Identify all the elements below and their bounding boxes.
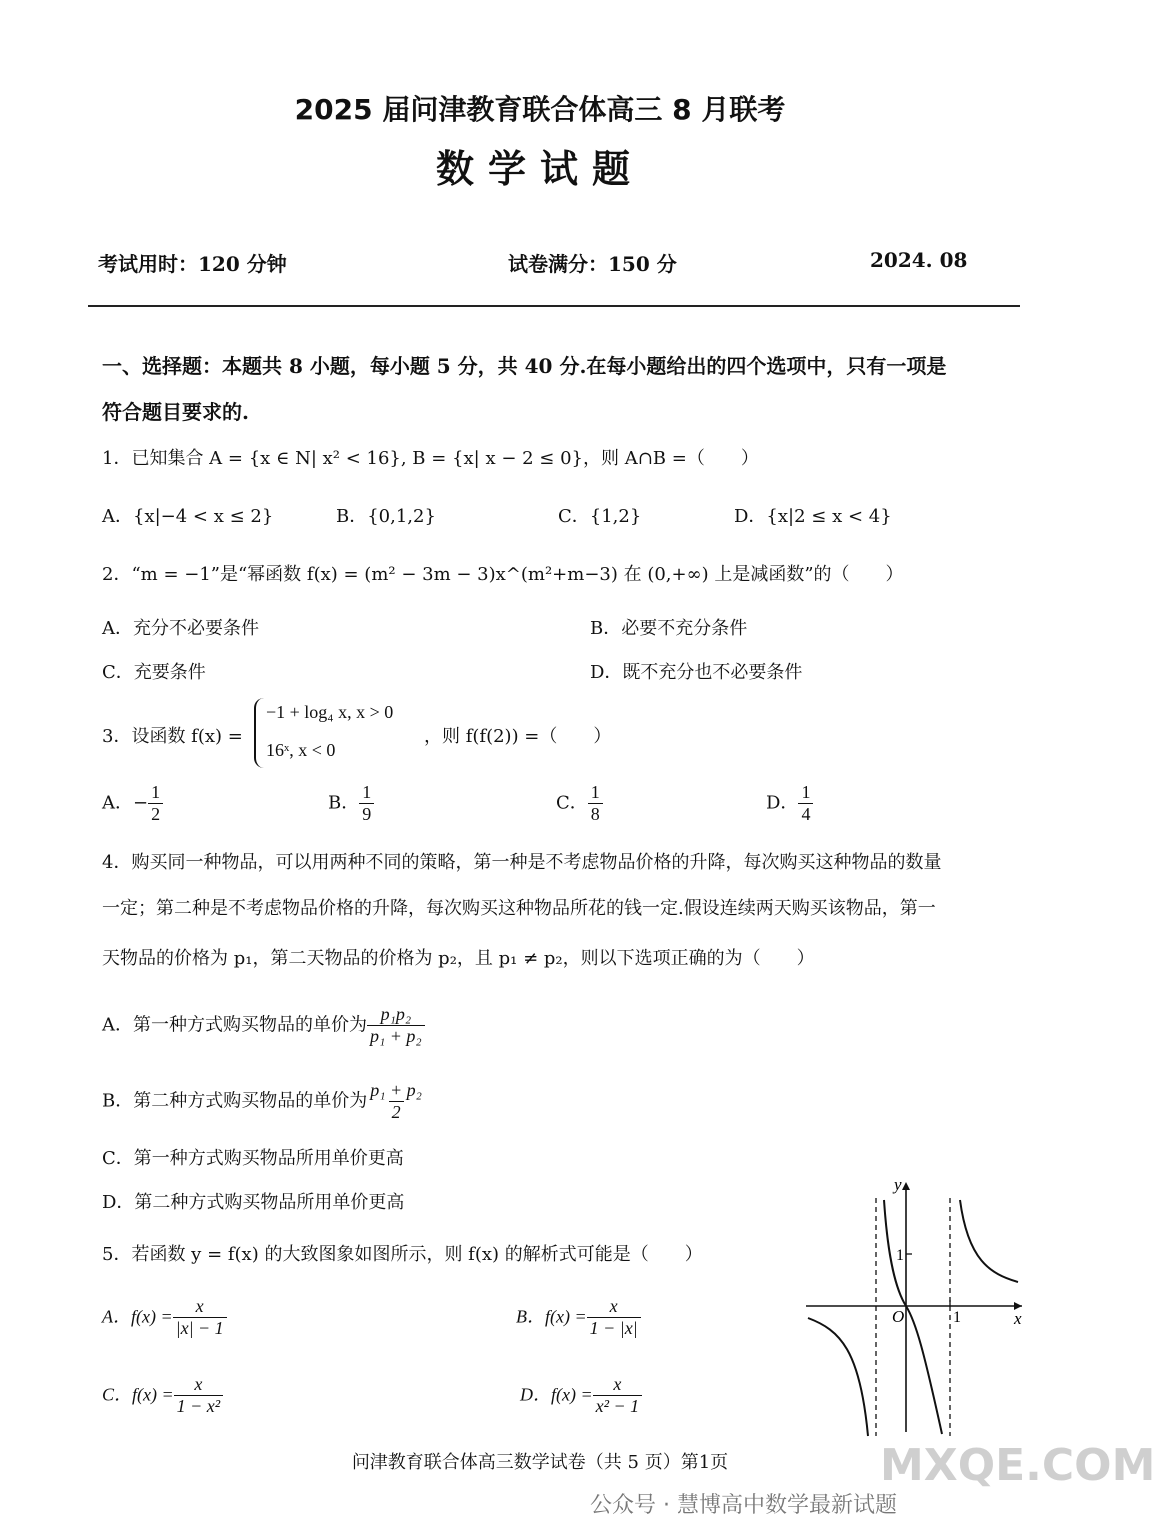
denominator: 2 [389,1101,404,1124]
watermark-logo: MXQE.COM [880,1440,1155,1491]
option-text: A．第一种方式购买物品的单价为 [102,1014,367,1036]
question-4-option-b [102,1080,425,1123]
fraction [587,1296,641,1339]
numerator: x [609,1296,618,1316]
fraction [367,1004,425,1047]
numerator: 1 [151,782,161,802]
option-label: C．f(x) = [102,1384,174,1405]
numerator: 1 [590,782,600,802]
question-3-tail: ，则 f(f(2)) =（ ） [424,726,612,747]
option-label: D． [766,792,799,814]
question-3-case-1: −1 + log₄ x, x > 0 [266,702,394,722]
fraction [593,1374,643,1417]
subject-title: 数学试题 [435,147,644,191]
question-3-option-d [766,782,813,825]
exam-date: 2024. 08 [870,248,968,272]
y-axis-label: y [894,1175,902,1194]
curve-left-branch [808,1318,868,1436]
question-4-line-2: 一定；第二种是不考虑物品价格的升降，每次购买这种物品所花的钱一定.假设连续两天购买该物品，第一 [102,898,936,919]
function-graph [800,1170,1032,1440]
exam-time: 考试用时：120 分钟 [98,252,287,276]
numerator: x [194,1374,203,1394]
option-label: A．f(x) = [102,1306,173,1327]
denominator: 2 [148,803,163,826]
denominator: |x| − 1 [173,1317,227,1340]
question-5-stem: 5．若函数 y = f(x) 的大致图象如图所示，则 f(x) 的解析式可能是（ ） [102,1244,703,1265]
fraction [798,782,813,825]
fraction [588,782,603,825]
question-3-option-c [556,782,603,825]
full-score: 试卷满分：150 分 [508,252,677,276]
option-label: B． [328,792,360,814]
denominator: x² − 1 [593,1395,643,1418]
denominator: 9 [359,803,374,826]
numerator: 1 [362,782,372,802]
question-1-option-a: A．{x|−4 < x ≤ 2} [102,506,274,527]
fraction [367,1080,425,1123]
question-5-option-d [520,1374,642,1417]
question-4-line-1: 4．购买同一种物品，可以用两种不同的策略，第一种是不考虑物品价格的升降，每次购买这种物品的数量 [102,852,942,873]
question-2-option-b: B．必要不充分条件 [590,618,748,639]
fraction [173,1296,227,1339]
fraction [174,1374,224,1417]
option-text: B．第二种方式购买物品的单价为 [102,1090,368,1112]
denominator: 1 − |x| [587,1317,641,1340]
option-label: B．f(x) = [516,1306,587,1327]
denominator: 1 − x² [174,1395,224,1418]
question-5-option-c [102,1374,223,1417]
minus-sign: − [133,792,149,814]
option-label: A． [102,792,133,814]
watermark-text: 公众号 · 慧博高中数学最新试题 [590,1493,897,1518]
fraction [148,782,163,825]
question-5-option-a [102,1296,227,1339]
y-tick-label: 1 [896,1247,904,1264]
question-3-case-2: 16ˣ, x < 0 [266,740,336,760]
denominator: 8 [588,803,603,826]
numerator: x [613,1374,622,1394]
question-3-option-a [102,782,163,825]
option-label: D．f(x) = [520,1384,593,1405]
question-4-option-c: C．第一种方式购买物品所用单价更高 [102,1148,404,1169]
option-label: C． [556,792,588,814]
curve-right-branch [960,1200,1018,1282]
section-heading-line2: 符合题目要求的. [102,400,249,424]
question-3-lead: 3．设函数 f(x) = [102,726,243,747]
question-4-option-d: D．第二种方式购买物品所用单价更高 [102,1192,405,1213]
page-footer: 问津教育联合体高三数学试卷（共 5 页）第1页 [351,1452,729,1473]
question-4-option-a [102,1004,425,1047]
question-1-option-b: B．{0,1,2} [336,506,436,527]
numerator: x [195,1296,204,1316]
question-2-option-a: A．充分不必要条件 [102,618,259,639]
header-divider [88,305,1020,307]
question-4-line-3: 天物品的价格为 p₁，第二天物品的价格为 p₂，且 p₁ ≠ p₂，则以下选项正确的为（ ） [102,948,815,969]
fraction [359,782,374,825]
numerator: 1 [801,782,811,802]
question-3-option-b [328,782,374,825]
question-2-option-d: D．既不充分也不必要条件 [590,662,803,683]
question-1-option-c: C．{1,2} [558,506,642,527]
x-tick-label: 1 [953,1309,961,1326]
numerator: p₁p₂ [380,1004,412,1024]
question-2-option-c: C．充要条件 [102,662,206,683]
numerator: p₁ + p₂ [370,1080,422,1100]
section-heading-line1: 一、选择题：本题共 8 小题，每小题 5 分，共 40 分.在每小题给出的四个选项中，只有一项是 [102,354,947,378]
denominator: p₁ + p₂ [367,1025,425,1048]
y-axis-arrow [902,1182,910,1190]
x-axis-label: x [1014,1309,1022,1328]
denominator: 4 [798,803,813,826]
question-5-option-b [516,1296,641,1339]
origin-label: O [892,1307,905,1326]
question-1-option-d: D．{x|2 ≤ x < 4} [734,506,892,527]
exam-title: 2025 届问津教育联合体高三 8 月联考 [294,93,786,126]
question-2-stem: 2．“m = −1”是“幂函数 f(x) = (m² − 3m − 3)x^(m²+m−3) 在 (0,+∞) 上是减函数”的（ ） [102,564,904,585]
question-1-stem: 1．已知集合 A = {x ∈ N| x² < 16}, B = {x| x − 2 ≤ 0}，则 A∩B =（ ） [102,448,759,469]
